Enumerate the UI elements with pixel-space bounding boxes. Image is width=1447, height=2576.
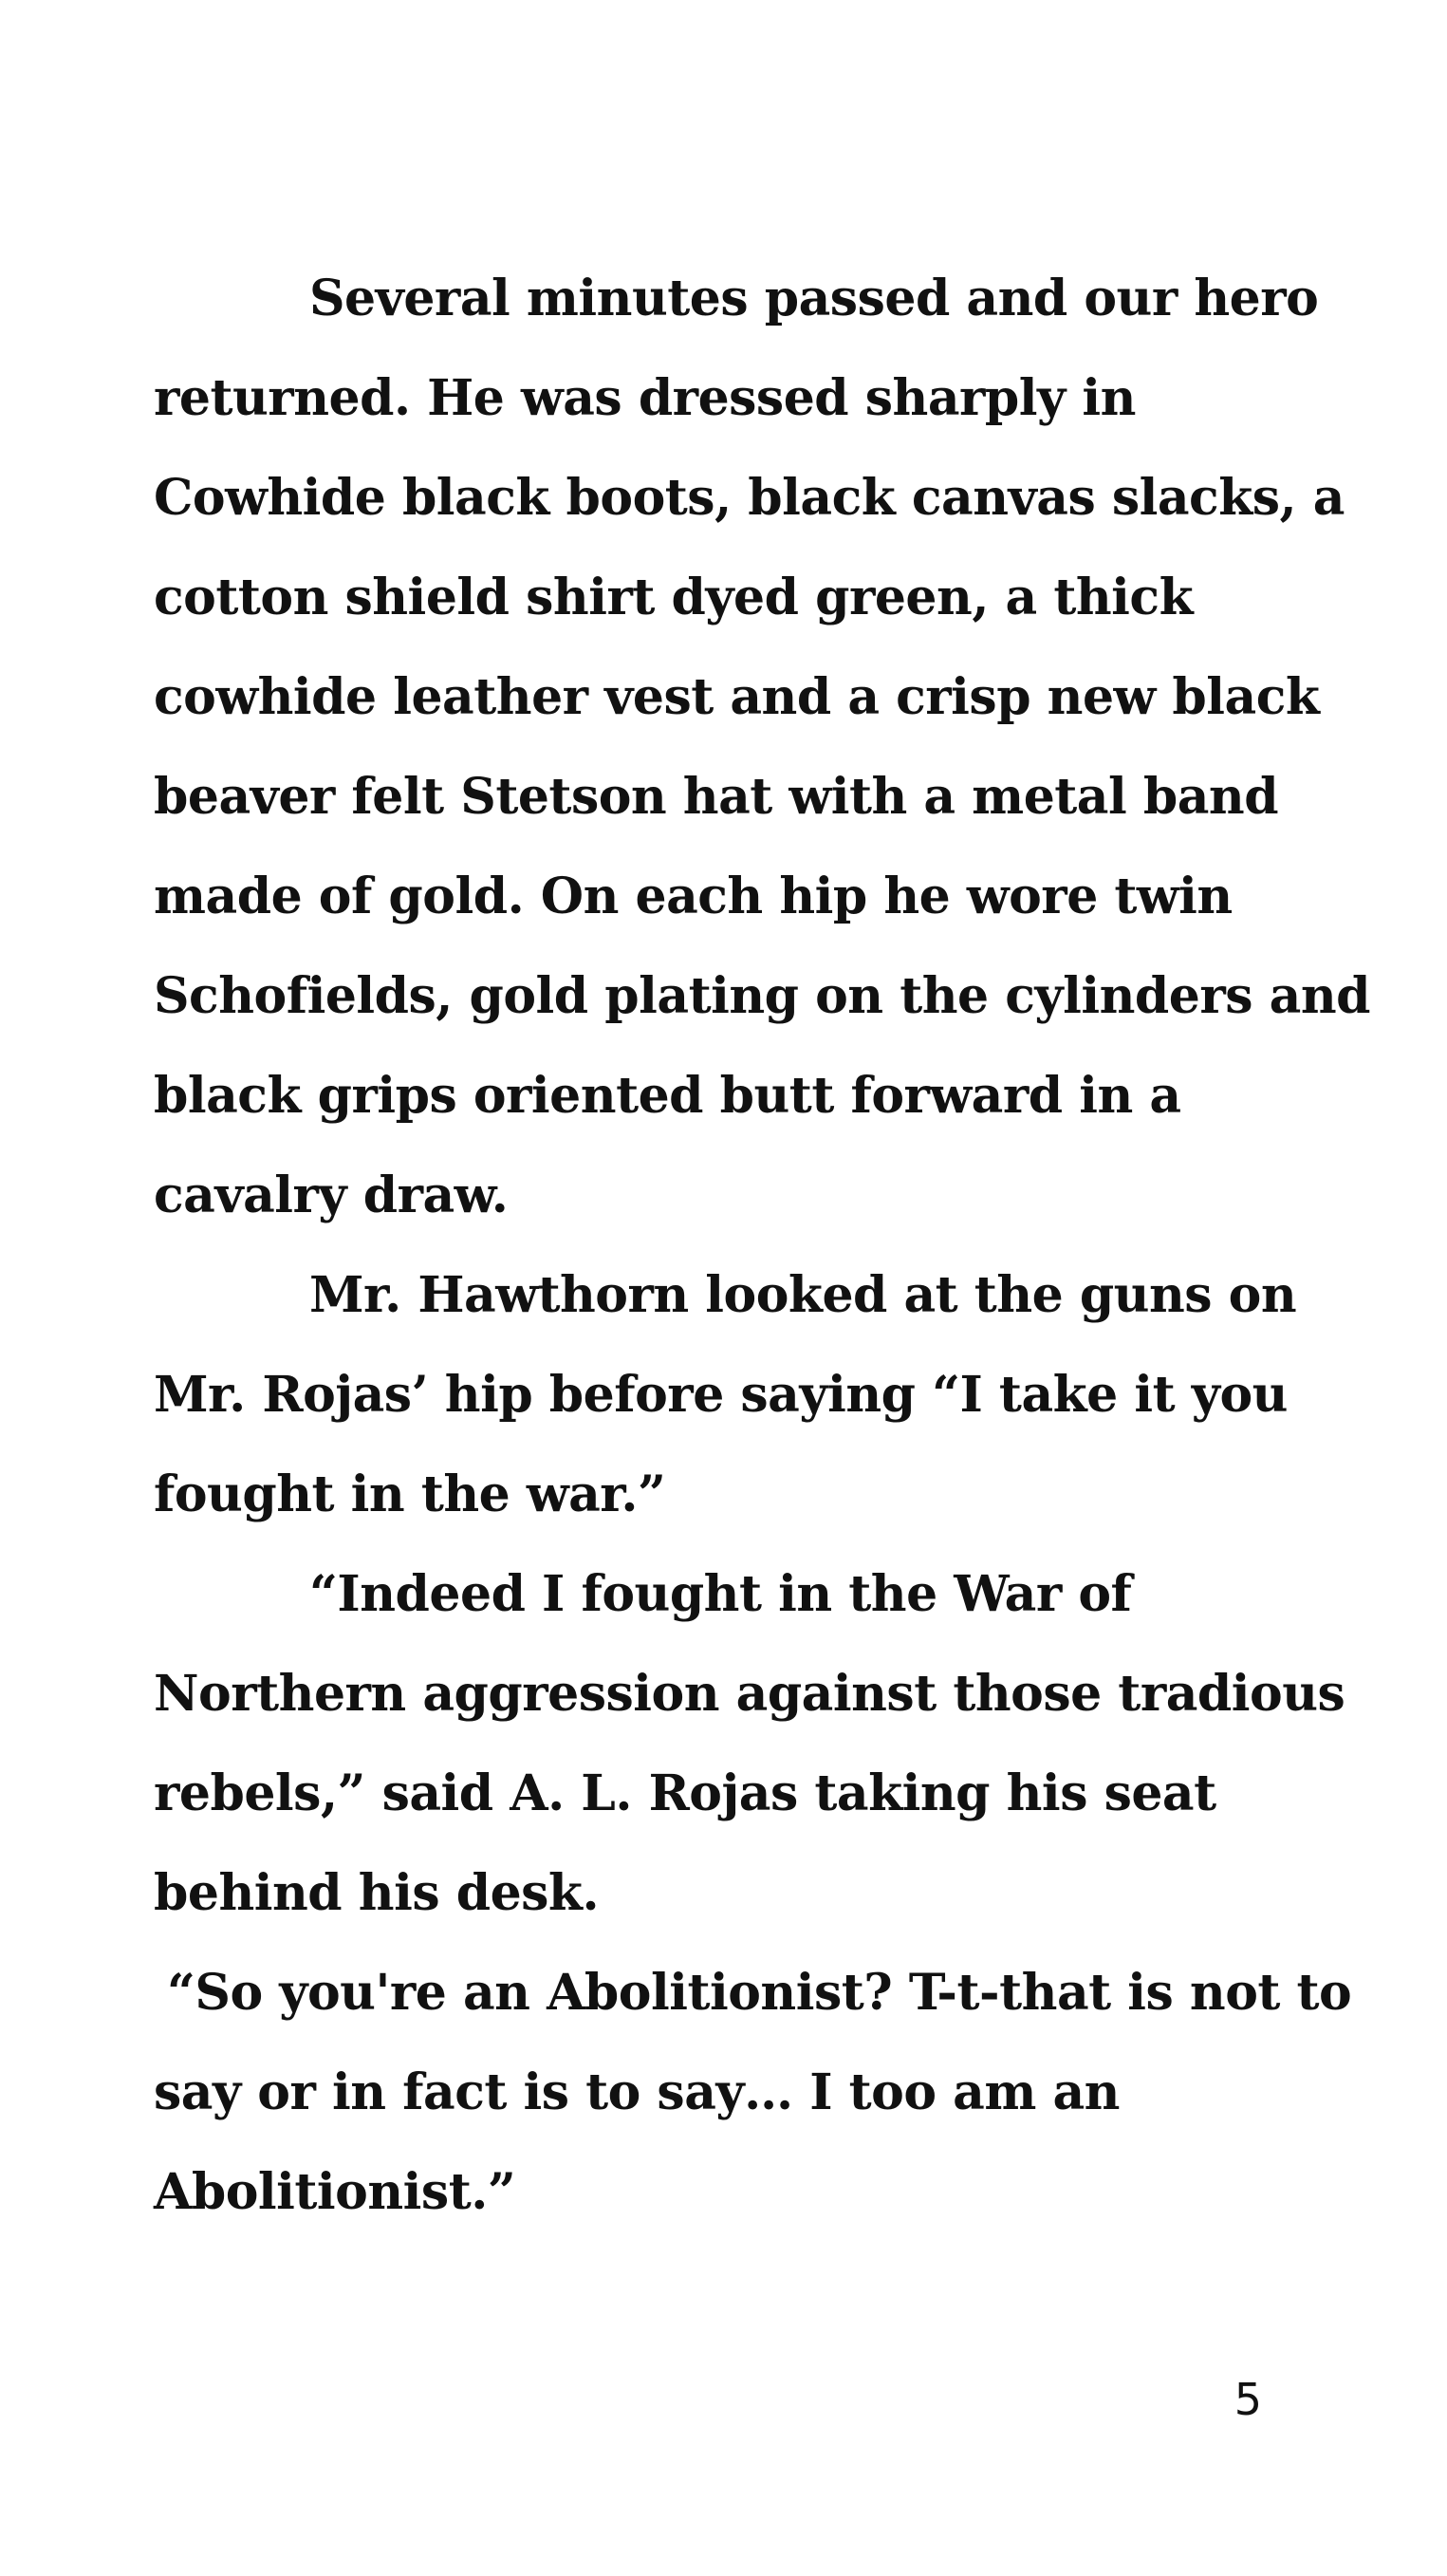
text-line: Northern aggression against those tradious: [154, 1665, 1345, 1723]
text-line: Mr. Hawthorn looked at the guns on: [309, 1266, 1297, 1324]
text-line: black grips oriented butt forward in a: [154, 1067, 1181, 1125]
text-line: returned. He was dressed sharply in: [154, 369, 1136, 427]
paragraph-3: [154, 1544, 1345, 1943]
text-line: say or in fact is to say… I too am an: [154, 2063, 1120, 2121]
text-line: cowhide leather vest and a crisp new black: [154, 668, 1320, 726]
text-line: Cowhide black boots, black canvas slacks, a: [154, 469, 1345, 527]
text-line: beaver felt Stetson hat with a metal band: [154, 768, 1279, 826]
text-line: “Indeed I fought in the War of: [309, 1565, 1132, 1623]
text-line: cotton shield shirt dyed green, a thick: [154, 569, 1194, 626]
body-text: [154, 249, 1370, 2242]
text-line: cavalry draw.: [154, 1167, 509, 1224]
text-line: Mr. Rojas’ hip before saying “I take it you: [154, 1366, 1288, 1424]
page-number: 5: [1234, 2374, 1262, 2425]
paragraph-2: [154, 1245, 1297, 1544]
text-line: rebels,” said A. L. Rojas taking his seat: [154, 1764, 1216, 1822]
text-line: Abolitionist.”: [154, 2163, 516, 2221]
text-line: Schofields, gold plating on the cylinders and: [154, 967, 1370, 1025]
text-line: made of gold. On each hip he wore twin: [154, 868, 1233, 925]
text-line: fought in the war.”: [154, 1465, 666, 1523]
text-line: behind his desk.: [154, 1864, 600, 1922]
text-line: “So you're an Abolitionist? T-t-that is not to: [167, 1964, 1352, 2022]
text-line: Several minutes passed and our hero: [309, 270, 1319, 327]
paragraph-4: [154, 1943, 1352, 2242]
paragraph-1: [154, 249, 1370, 1245]
